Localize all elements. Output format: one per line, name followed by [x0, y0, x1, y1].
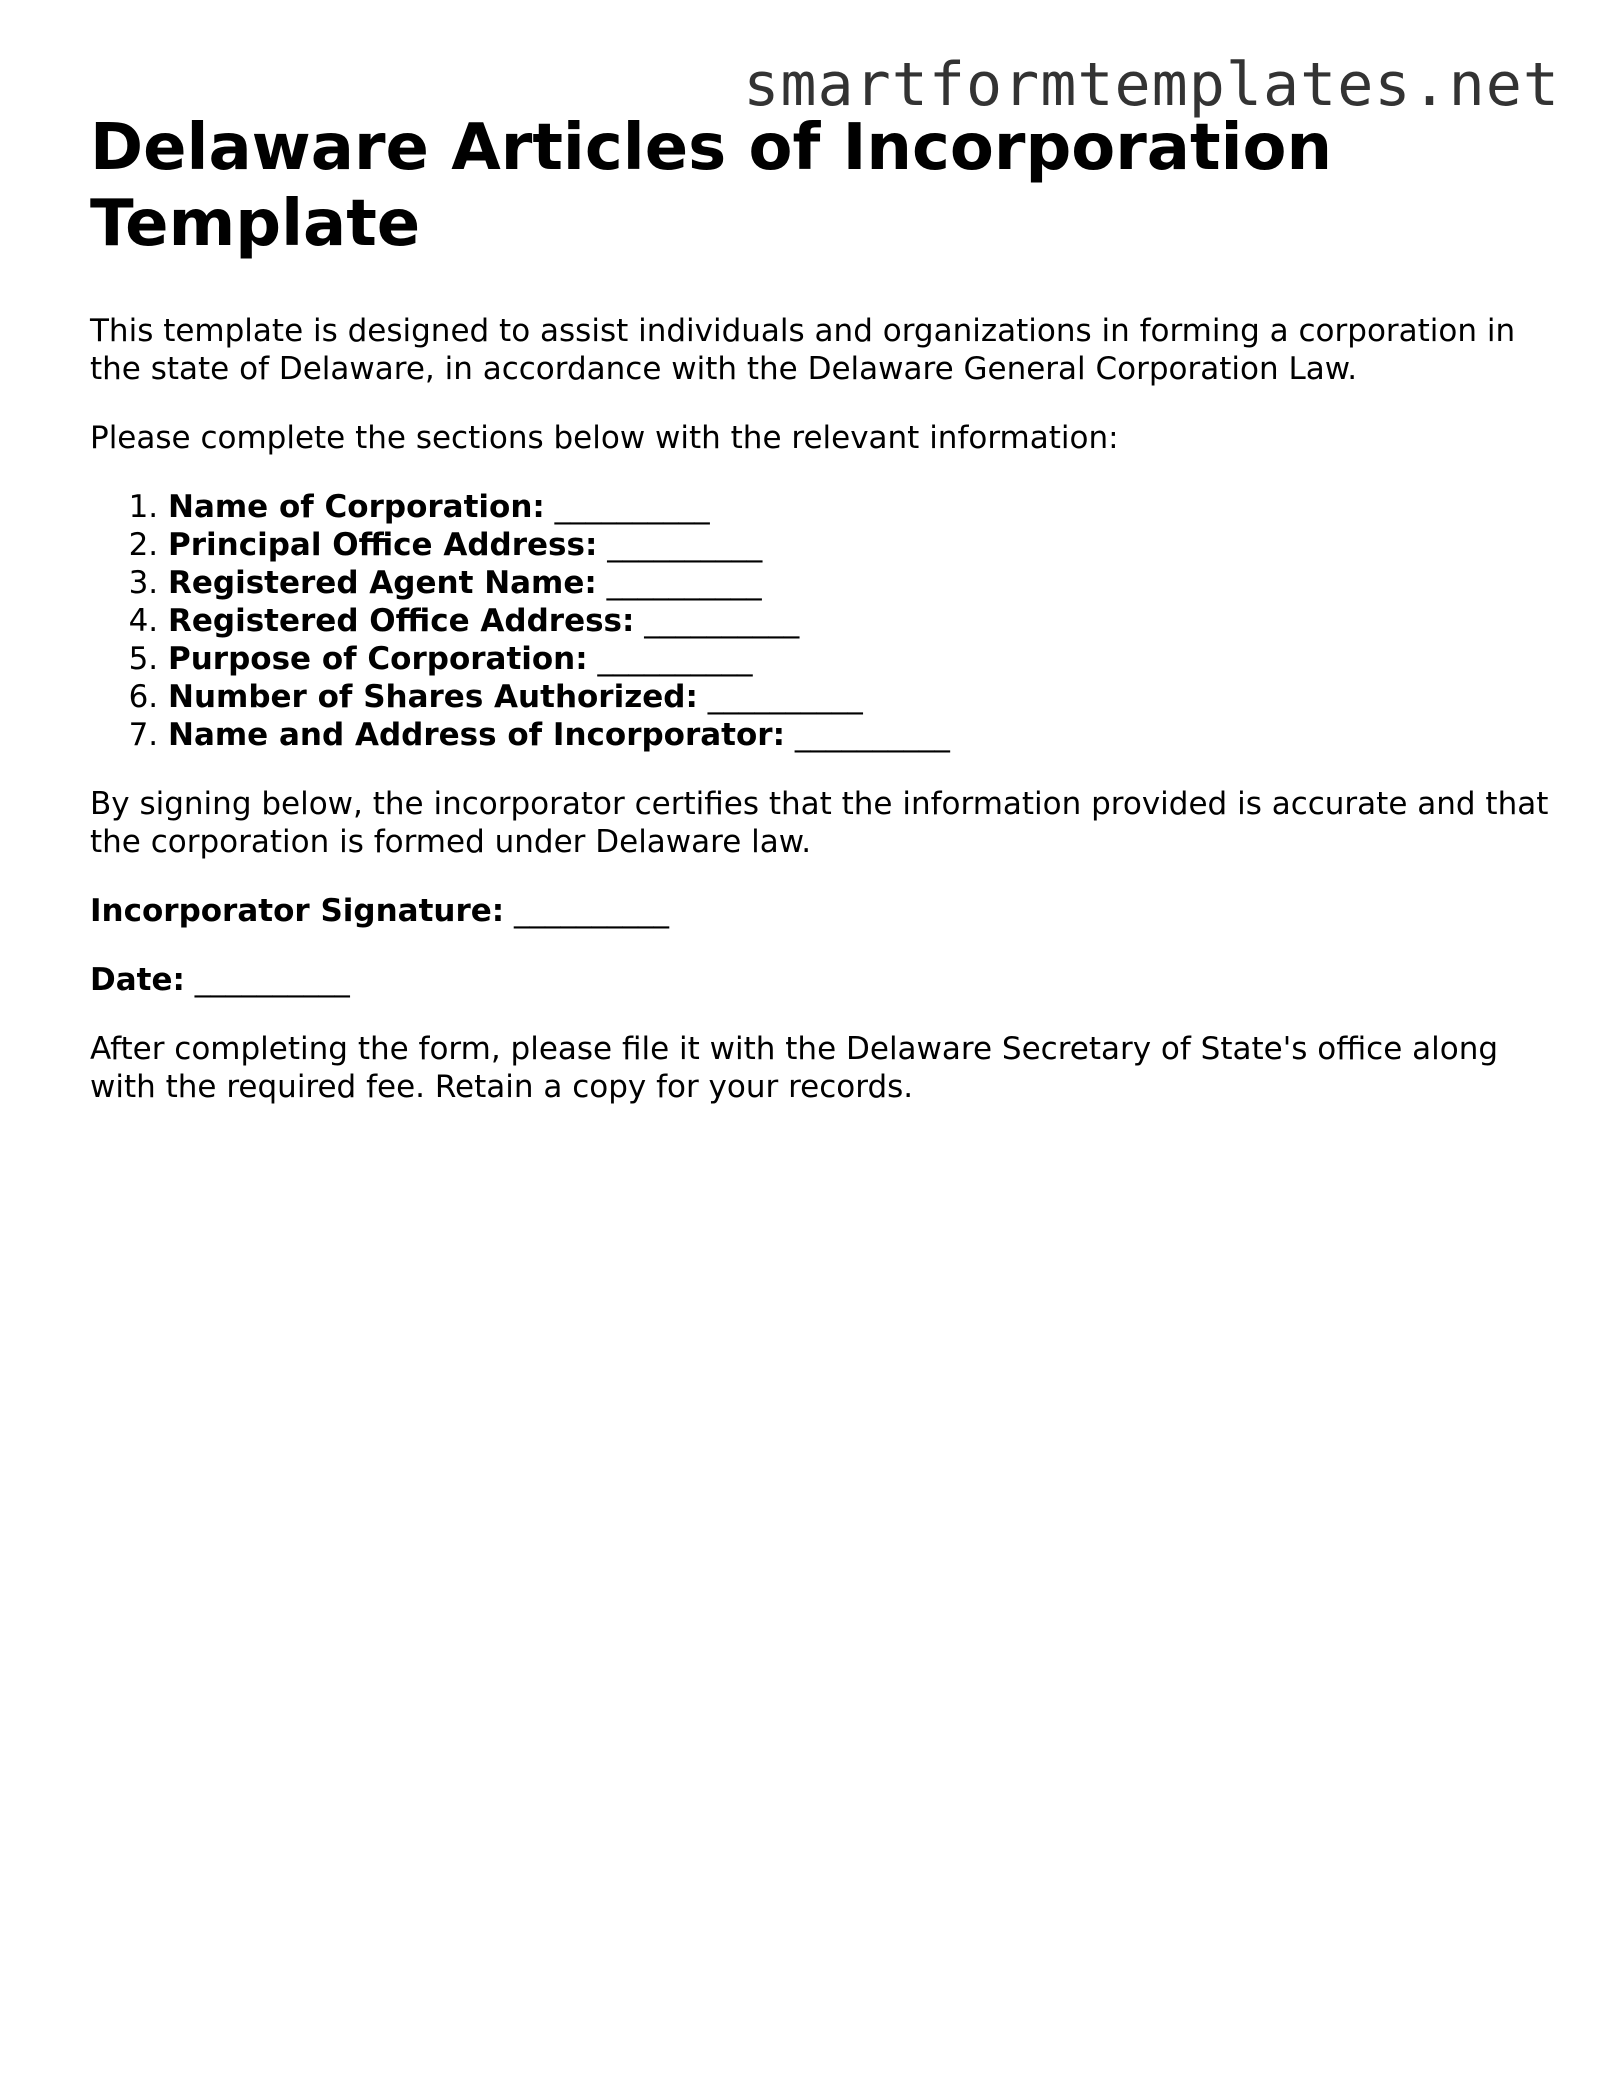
field-label: Registered Office Address:	[168, 603, 635, 639]
document-body	[90, 110, 1549, 1106]
field-blank: __________	[606, 565, 762, 601]
site-watermark: smartformtemplates.net	[743, 50, 1560, 120]
instructions-paragraph: Please complete the sections below with the relevant information:	[90, 420, 1119, 456]
field-blank: __________	[554, 489, 710, 525]
field-blank: __________	[607, 527, 763, 563]
field-blank: __________	[707, 679, 863, 715]
field-item-registered-agent	[168, 564, 1530, 602]
field-item-registered-office	[168, 602, 1530, 640]
field-list	[90, 488, 1530, 754]
certification-paragraph: By signing below, the incorporator certifies that the information provided is accurate and that the corporation is formed under Delaware law.	[90, 786, 1549, 860]
field-label: Number of Shares Authorized:	[168, 679, 698, 715]
field-label: Purpose of Corporation:	[168, 641, 588, 677]
field-label: Name of Corporation:	[168, 489, 545, 525]
field-item-corporation-name	[168, 488, 1530, 526]
signature-line	[90, 892, 1530, 930]
field-blank: __________	[597, 641, 753, 677]
field-label: Registered Agent Name:	[168, 565, 597, 601]
signature-label: Incorporator Signature:	[90, 893, 505, 929]
closing-paragraph: After completing the form, please file it with the Delaware Secretary of State's office along with the required fee. Retain a copy for your records.	[90, 1031, 1499, 1105]
field-label: Principal Office Address:	[168, 527, 598, 563]
intro-paragraph: This template is designed to assist individuals and organizations in forming a corporation in the state of Delaware, in accordance with the Delaware General Corporation Law.	[90, 313, 1516, 387]
date-line	[90, 961, 1530, 999]
field-item-principal-office	[168, 526, 1530, 564]
date-blank: __________	[194, 962, 350, 998]
field-item-incorporator	[168, 716, 1530, 754]
field-blank: __________	[644, 603, 800, 639]
field-item-shares-authorized	[168, 678, 1530, 716]
field-item-purpose	[168, 640, 1530, 678]
date-label: Date:	[90, 962, 185, 998]
signature-blank: __________	[514, 893, 670, 929]
page-title: Delaware Articles of Incorporation Template	[90, 111, 1333, 261]
field-blank: __________	[794, 717, 950, 753]
field-label: Name and Address of Incorporator:	[168, 717, 785, 753]
